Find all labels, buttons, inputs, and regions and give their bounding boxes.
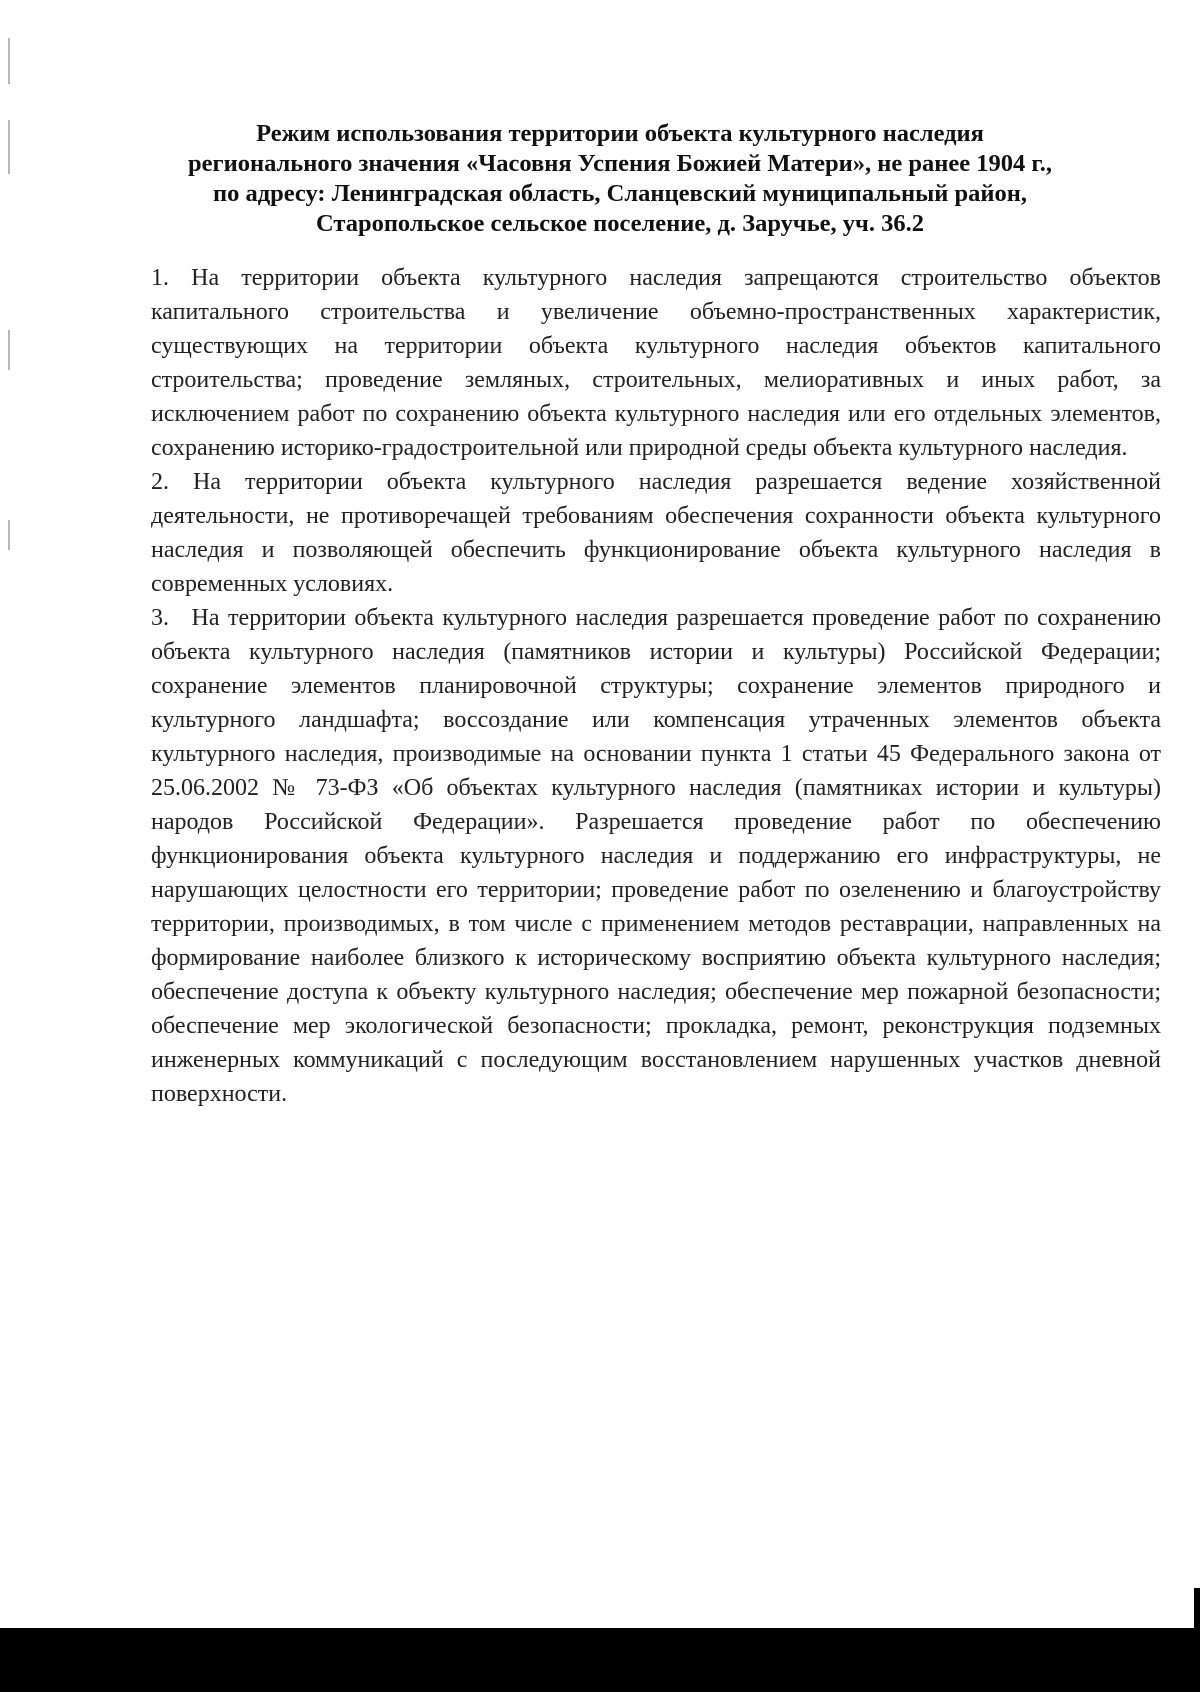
scan-edge-mark — [8, 520, 10, 550]
paragraph-number: 1. — [151, 265, 169, 291]
paragraph-number: 2. — [151, 469, 169, 495]
title-line: регионального значения «Часовня Успения Божией Матери», не ранее 1904 г., — [187, 150, 1053, 177]
paragraph-3 — [151, 601, 1161, 1111]
scan-edge-mark — [8, 38, 10, 84]
paragraph-text: На территории объекта культурного наследия разрешается проведение работ по сохранению объекта культурного наследия (памятников истории и культуры) Российской Федерации; сохранение элементов планировочной структуры; сохранение элементов природного и культурного ландшафта; воссоздание или компенсация утраченных элементов объекта культурного наследия, производимые на основании пункта 1 статьи 45 Федерального закона от 25.06.2002 № 73-ФЗ «Об объектах культурного наследия (памятниках истории и культуры) народов Российской Федерации». Разрешается проведение работ по обеспечению функционирования объекта культурного наследия и поддержанию его инфраструктуры, не нарушающих целостности его территории; проведение работ по озеленению и благоустройству территории, производимых, в том числе с применением методов реставрации, направленных на формирование наиболее близкого к историческому восприятию объекта культурного наследия; обеспечение доступа к объекту культурного наследия; обеспечение мер пожарной безопасности; обеспечение мер экологической безопасности; прокладка, ремонт, реконструкция подземных инженерных коммуникаций с последующим восстановлением нарушенных участков дневной поверхности. — [151, 605, 1161, 1107]
title-line: Старопольское сельское поселение, д. Заручье, уч. 36.2 — [315, 210, 924, 237]
scan-edge-mark — [8, 330, 10, 370]
paragraph-number: 3. — [151, 605, 169, 631]
document-title — [140, 119, 1100, 239]
document-body — [151, 261, 1161, 1111]
paragraph-2 — [151, 465, 1161, 601]
paragraph-1 — [151, 261, 1161, 465]
scan-border — [1194, 1588, 1200, 1628]
title-line: по адресу: Ленинградская область, Сланцевский муниципальный район, — [213, 180, 1027, 207]
paragraph-text: На территории объекта культурного наследия разрешается ведение хозяйственной деятельности, не противоречащей требованиям обеспечения сохранности объекта культурного наследия и позволяющей обеспечить функционирование объекта культурного наследия в современных условиях. — [151, 469, 1162, 597]
paragraph-text: На территории объекта культурного наследия запрещаются строительство объектов капитального строительства и увеличение объемно-пространственных характеристик, существующих на территории объекта культурного наследия объектов капитального строительства; проведение земляных, строительных, мелиоративных и иных работ, за исключением работ по сохранению объекта культурного наследия или его отдельных элементов, сохранению историко-градостроительной или природной среды объекта культурного наследия. — [151, 265, 1162, 461]
title-line: Режим использования территории объекта культурного наследия — [256, 120, 984, 147]
scan-border — [0, 1628, 1200, 1692]
scan-edge-mark — [8, 120, 10, 174]
